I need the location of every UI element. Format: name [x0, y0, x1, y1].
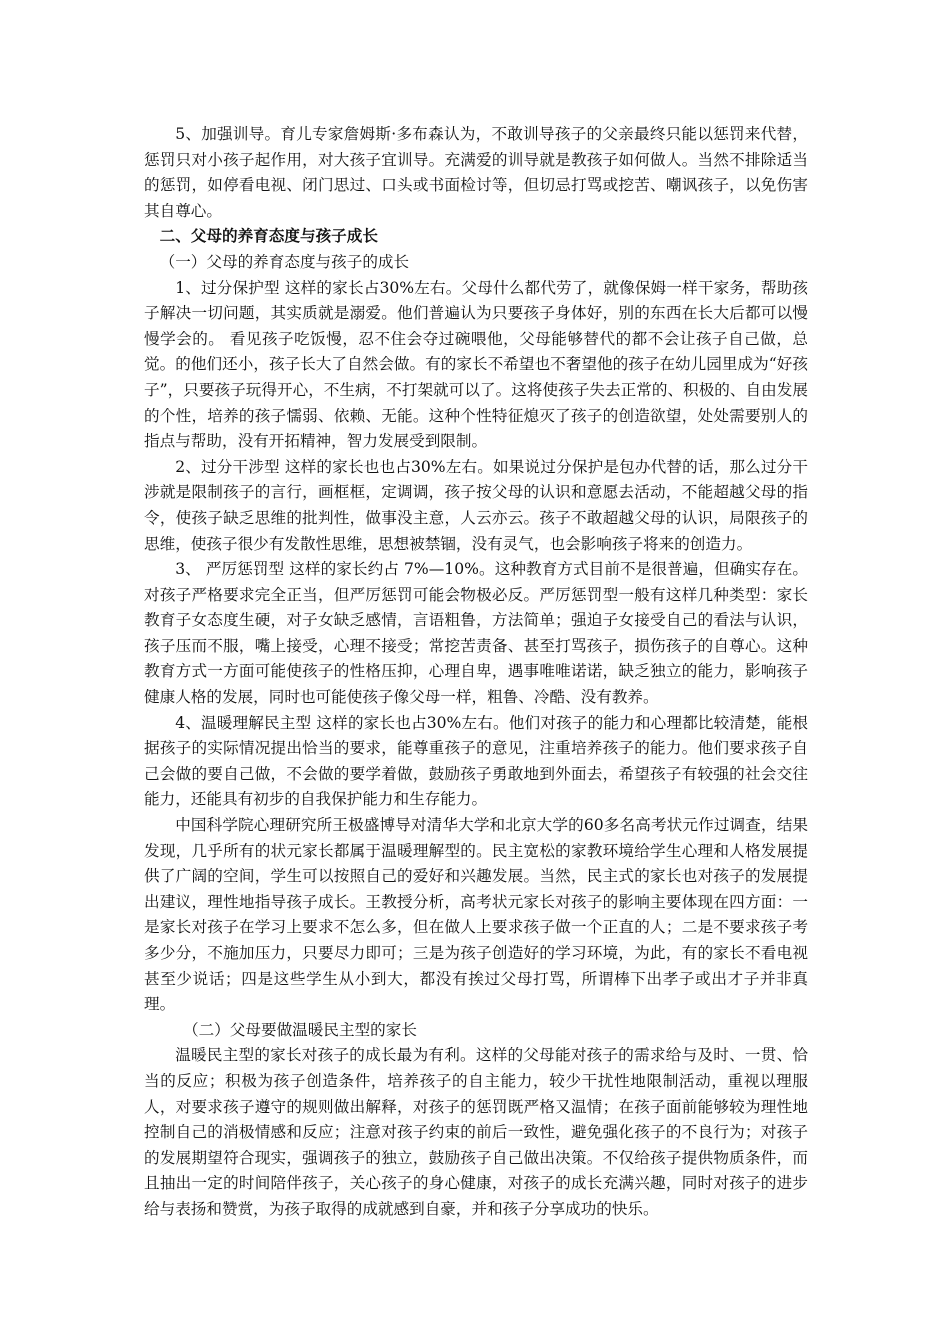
paragraph-warm-parents: 温暖民主型的家长对孩子的成长最为有利。这样的父母能对孩子的需求给与及时、一贯、恰当的反应；积极为孩子创造条件，培养孩子的自主能力，较少干扰性地限制活动，重视以理服人，对要求孩子遵守的规则做出解释，对孩子的惩罚既严格又温情；在孩子面前能够较为理性地控制自己的消极情感和反应；注意对孩子约束的前后一致性，避免强化孩子的不良行为；对孩子的发展期望符合现实，强调孩子的独立，鼓励孩子自己做出决策。不仅给孩子提供物质条件，而且抽出一定的时间陪伴孩子，关心孩子的身心健康，对孩子的成长充满兴趣，同时对孩子的进步给与表扬和赞赏，为孩子取得的成就感到自豪，并和孩子分享成功的快乐。: [144, 1046, 808, 1218]
paragraph-overprotective: 1、过分保护型 这样的家长占30%左右。父母什么都代劳了，就像保姆一样干家务，帮助孩子解决一切问题，其实质就是溺爱。他们普遍认为只要孩子身体好，别的东西在长大后都可以慢慢学会的。 看见孩子吃饭慢，忍不住会夺过碗喂他，父母能够替代的都不会让孩子自己做，总觉。的他们还小，孩子长大了自然会做。有的家长不希望也不奢望他的孩子在幼儿园里成为“好孩子”，只要孩子玩得开心，不生病，不打架就可以了。这将使孩子失去正常的、积极的、自由发展的个性，培养的孩子懦弱、依赖、无能。这种个性特征熄灭了孩子的创造欲望，处处需要别人的指点与帮助，没有开拓精神，智力发展受到限制。: [144, 278, 808, 451]
paragraph-warm-democratic: 4、温暖理解民主型 这样的家长也占30%左右。他们对孩子的能力和心理都比较清楚，能根据孩子的实际情况提出恰当的要求，能尊重孩子的意见，注重培养孩子的能力。他们要求孩子自己会做的要自己做，不会做的要学着做，鼓励孩子勇敢地到外面去，希望孩子有较强的社会交往能力，还能具有初步的自我保护能力和生存能力。: [144, 713, 808, 809]
paragraph-strict-punishment: 3、 严厉惩罚型 这样的家长约占 7%—10%。这种教育方式目前不是很普遍，但确实存在。对孩子严格要求完全正当，但严厉惩罚可能会物极必反。严厉惩罚型一般有这样几种类型：家长教育子女态度生硬，对子女缺乏感情，言语粗鲁，方法简单；强迫子女接受自己的看法与认识，孩子压而不服，嘴上接受，心理不接受；常挖苦责备、甚至打骂孩子，损伤孩子的自尊心。这种教育方式一方面可能使孩子的性格压抑，心理自卑，遇事唯唯诺诺，缺乏独立的能力，影响孩子健康人格的发展，同时也可能使孩子像父母一样，粗鲁、冷酷、没有教养。: [144, 560, 808, 707]
document-body: [144, 122, 808, 1223]
paragraph-training: 5、加强训导。育儿专家詹姆斯·多布森认为，不敢训导孩子的父亲最终只能以惩罚来代替，惩罚只对小孩子起作用，对大孩子宜训导。充满爱的训导就是教孩子如何做人。当然不排除适当的惩罚，如停看电视、闭门思过、口头或书面检讨等，但切忌打骂或挖苦、嘲讽孩子，以免伤害其自尊心。: [144, 125, 808, 220]
paragraph-overinterfering: 2、过分干涉型 这样的家长也也占30%左右。如果说过分保护是包办代替的话，那么过分干涉就是限制孩子的言行，画框框，定调调，孩子按父母的认识和意愿去活动，不能超越父母的指令，使孩子缺乏思维的批判性，做事没主意，人云亦云。孩子不敢超越父母的认识，局限孩子的思维，使孩子很少有发散性思维，思想被禁锢，没有灵气，也会影响孩子将来的创造力。: [144, 457, 808, 553]
section-heading: 二、父母的养育态度与孩子成长: [159, 227, 378, 246]
subsection-heading-1: （一）父母的养育态度与孩子的成长: [159, 252, 410, 271]
subsection-heading-2: （二）父母要做温暖民主型的家长: [183, 1020, 417, 1039]
paragraph-research-survey: 中国科学院心理研究所王极盛博导对清华大学和北京大学的60多名高考状元作过调查，结果发现，几乎所有的状元家长都属于温暖理解型的。民主宽松的家教环境给学生心理和人格发展提供了广阔的空间，学生可以按照自己的爱好和兴趣发展。当然，民主式的家长也对孩子的发展提出建议，理性地指导孩子成长。王教授分析，高考状元家长对孩子的影响主要体现在四方面：一是家长对孩子在学习上要求不怎么多，但在做人上要求孩子做一个正直的人；二是不要求孩子考多少分，不施加压力，只要尽力即可；三是为孩子创造好的学习环境，为此，有的家长不看电视甚至少说话；四是这些学生从小到大，都没有挨过父母打骂，所谓棒下出孝子或出才子并非真理。: [144, 816, 808, 1014]
